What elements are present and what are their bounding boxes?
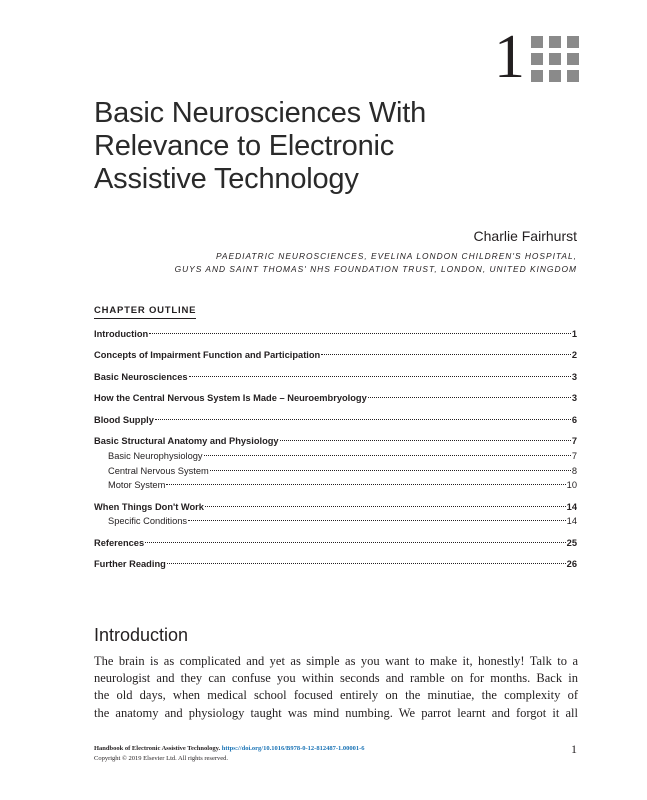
toc-entry-page: 7 — [571, 436, 577, 446]
toc-entry-label: Blood Supply — [94, 415, 154, 425]
toc-entry-label: Concepts of Impairment Function and Participation — [94, 350, 321, 360]
toc-entry-page: 3 — [571, 393, 577, 403]
toc-entry-label: Further Reading — [94, 559, 166, 569]
author-affiliation-line: GUYS AND SAINT THOMAS' NHS FOUNDATION TRUST, LONDON, UNITED KINGDOM — [174, 264, 577, 274]
author-affiliation-line: PAEDIATRIC NEUROSCIENCES, EVELINA LONDON CHILDREN'S HOSPITAL, — [215, 251, 577, 261]
toc-entry-label: Central Nervous System — [108, 466, 209, 476]
chapter-title-line: Basic Neurosciences With — [94, 97, 427, 129]
toc-entry-label: Basic Neurosciences — [94, 372, 188, 382]
body-line: the old days, when medical school focused entirely on the minutiae, the complexity of — [94, 688, 578, 703]
footer-doi-link[interactable]: https://doi.org/10.1016/B978-0-12-812487-1.00001-6 — [221, 745, 365, 752]
chapter-number: 1 — [494, 23, 525, 91]
chapter-title-line: Relevance to Electronic — [94, 130, 395, 162]
toc-entry-page: 3 — [571, 372, 577, 382]
toc-entry-label: Specific Conditions — [108, 516, 188, 526]
body-line: neurologist and they can confuse you within seconds and ramble on for months. Back in — [94, 671, 578, 686]
toc-entry[interactable] — [94, 349, 577, 361]
toc-entry-label: How the Central Nervous System Is Made – Neuroembryology — [94, 393, 367, 403]
author-name: Charlie Fairhurst — [473, 228, 577, 244]
section-heading-introduction: Introduction — [94, 625, 189, 645]
toc-entry-page: 25 — [566, 538, 577, 548]
footer-book-title: Handbook of Electronic Assistive Technology. — [94, 745, 221, 752]
introduction-body — [94, 653, 578, 722]
footer-copyright: Copyright © 2019 Elsevier Ltd. All rights reserved. — [94, 755, 229, 762]
page-number: 1 — [571, 742, 577, 756]
toc-entry-page: 1 — [571, 329, 577, 339]
toc-entry-label: Basic Neurophysiology — [108, 451, 203, 461]
toc-entry-page: 14 — [566, 502, 577, 512]
chapter-outline-heading: CHAPTER OUTLINE — [94, 305, 196, 319]
toc-entry-label: Motor System — [108, 480, 166, 490]
toc-entry-label: Basic Structural Anatomy and Physiology — [94, 436, 279, 446]
chapter-title — [94, 97, 574, 196]
toc-entry-page: 26 — [566, 559, 577, 569]
chapter-title-line: Assistive Technology — [94, 163, 359, 195]
toc-entry[interactable] — [94, 501, 577, 513]
toc-entry-page: 8 — [571, 466, 577, 476]
toc-entry-page: 6 — [571, 415, 577, 425]
body-line: The brain is as complicated and yet as simple as you want to make it, honestly! Talk to a — [94, 654, 578, 668]
toc-entry-page: 7 — [571, 451, 577, 461]
toc-entry[interactable] — [94, 537, 577, 549]
toc-entry[interactable] — [94, 435, 577, 447]
toc-entry-label: References — [94, 538, 145, 548]
body-line: the anatomy and physiology taught was mind numbing. We parrot learnt and forgot it all — [94, 705, 578, 720]
toc-entry-label: Introduction — [94, 329, 149, 339]
toc-entry[interactable] — [94, 558, 577, 570]
toc-entry-page: 2 — [571, 350, 577, 360]
toc-entry-page: 10 — [566, 480, 577, 490]
toc-entry-page: 14 — [566, 516, 577, 526]
toc-subentry[interactable] — [108, 515, 577, 527]
toc-subentry[interactable] — [108, 465, 577, 477]
toc-entry[interactable] — [94, 371, 577, 383]
toc-subentry[interactable] — [108, 479, 577, 491]
toc-subentry[interactable] — [108, 450, 577, 462]
chapter-grid-icon — [531, 36, 579, 82]
toc-entry-label: When Things Don't Work — [94, 502, 204, 512]
toc-entry[interactable] — [94, 328, 577, 340]
toc-entry[interactable] — [94, 414, 577, 426]
toc-entry[interactable] — [94, 392, 577, 404]
page-footer — [94, 744, 365, 764]
